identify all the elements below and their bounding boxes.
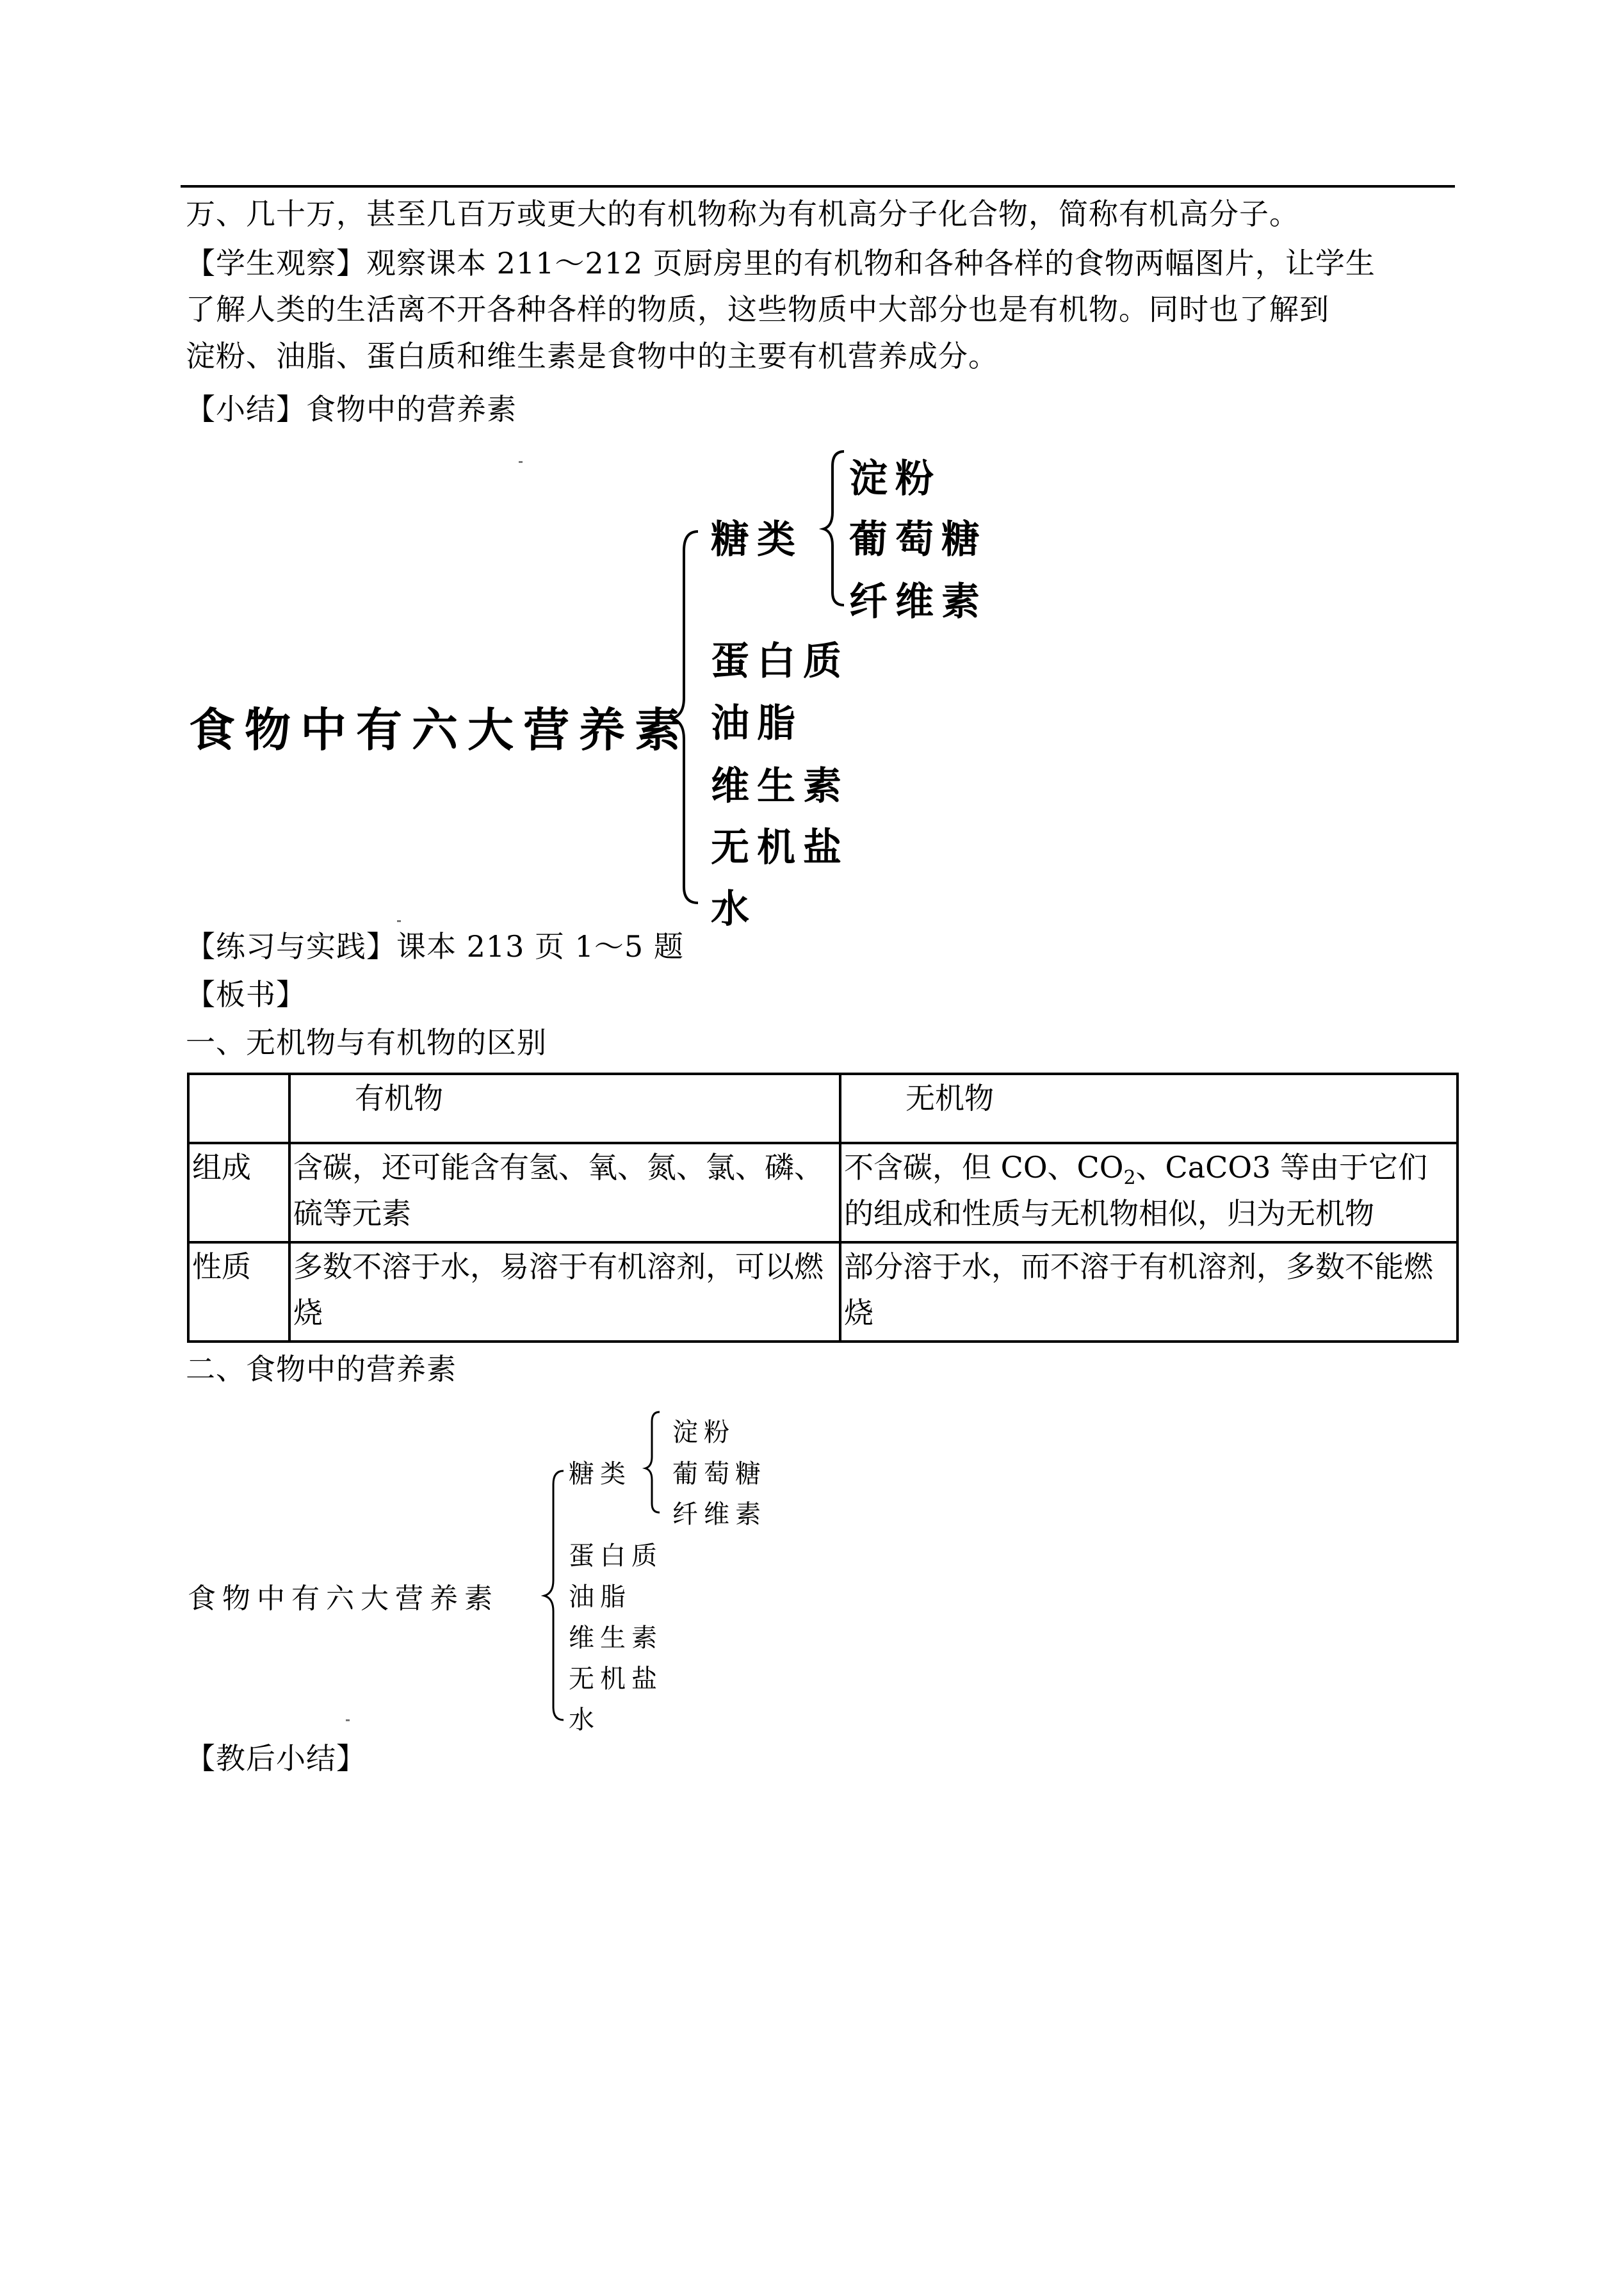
table-cell: 部分溶于水，而不溶于有机溶剂，多数不能燃烧 xyxy=(840,1242,1458,1342)
diagram-nutrient-item: 维生素 xyxy=(711,764,849,809)
diagram-nutrient-item: 维生素 xyxy=(569,1623,663,1653)
paragraph-line: 万、几十万，甚至几百万或更大的有机物称为有机高分子化合物，简称有机高分子。 xyxy=(186,197,1299,231)
diagram-nutrient-item: 油脂 xyxy=(711,701,803,746)
diagram-sugar-label: 糖类 xyxy=(711,517,803,562)
diagram-sugar-item: 淀粉 xyxy=(672,1418,735,1447)
paragraph-line: 【学生观察】观察课本 211～212 页厨房里的有机物和各种各样的食物两幅图片，让学生 xyxy=(186,246,1376,280)
table-cell-text: 、CaCO3 等由于它们的组成和性质与无机物相似，归为无机物 xyxy=(844,1150,1427,1231)
practice-line: 【练习与实践】课本 213 页 1～5 题 xyxy=(186,929,684,964)
section-heading: 二、食物中的营养素 xyxy=(186,1352,457,1386)
afterclass-heading: 【教后小结】 xyxy=(186,1741,366,1776)
diagram-nutrient-item: 蛋白质 xyxy=(711,639,849,684)
diagram-root-label: 食物中有六大营养素 xyxy=(188,1582,499,1615)
table-header-organic: 有机物 xyxy=(289,1074,840,1143)
paragraph-line: 了解人类的生活离不开各种各样的物质，这些物质中大部分也是有机物。同时也了解到 xyxy=(186,292,1329,327)
table-header-inorganic: 无机物 xyxy=(840,1074,1458,1143)
diagram-sugar-item: 淀粉 xyxy=(849,457,941,501)
table-cell-text: 不含碳，但 CO、CO xyxy=(844,1150,1124,1185)
diagram-sugar-item: 纤维素 xyxy=(849,580,987,624)
table-cell: 多数不溶于水，易溶于有机溶剂，可以燃烧 xyxy=(289,1242,840,1342)
paragraph-line: 淀粉、油脂、蛋白质和维生素是食物中的主要有机营养成分。 xyxy=(186,339,998,373)
diagram-nutrient-item: 无机盐 xyxy=(569,1664,663,1694)
diagram-nutrient-item: 无机盐 xyxy=(711,825,849,870)
diagram-nutrient-item: 水 xyxy=(569,1705,600,1735)
diagram-nutrient-item: 油脂 xyxy=(569,1582,631,1612)
table-row-label: 性质 xyxy=(188,1242,289,1342)
summary-heading: 【小结】食物中的营养素 xyxy=(186,392,517,426)
diagram-sugar-label: 糖类 xyxy=(569,1459,631,1489)
subscript: 2 xyxy=(1123,1167,1136,1190)
diagram-nutrient-item: 水 xyxy=(711,887,757,932)
table-row-label: 组成 xyxy=(188,1143,289,1242)
diagram-sugar-item: 葡萄糖 xyxy=(849,517,987,562)
board-heading: 【板书】 xyxy=(186,977,306,1012)
section-heading: 一、无机物与有机物的区别 xyxy=(186,1025,547,1060)
diagram-nutrient-item: 蛋白质 xyxy=(569,1541,663,1571)
diagram-sugar-item: 葡萄糖 xyxy=(672,1459,767,1489)
diagram-root-label: 食物中有六大营养素 xyxy=(189,702,691,757)
diagram-sugar-item: 纤维素 xyxy=(672,1500,767,1529)
table-cell: 含碳，还可能含有氢、氧、氮、氯、磷、硫等元素 xyxy=(289,1143,840,1242)
